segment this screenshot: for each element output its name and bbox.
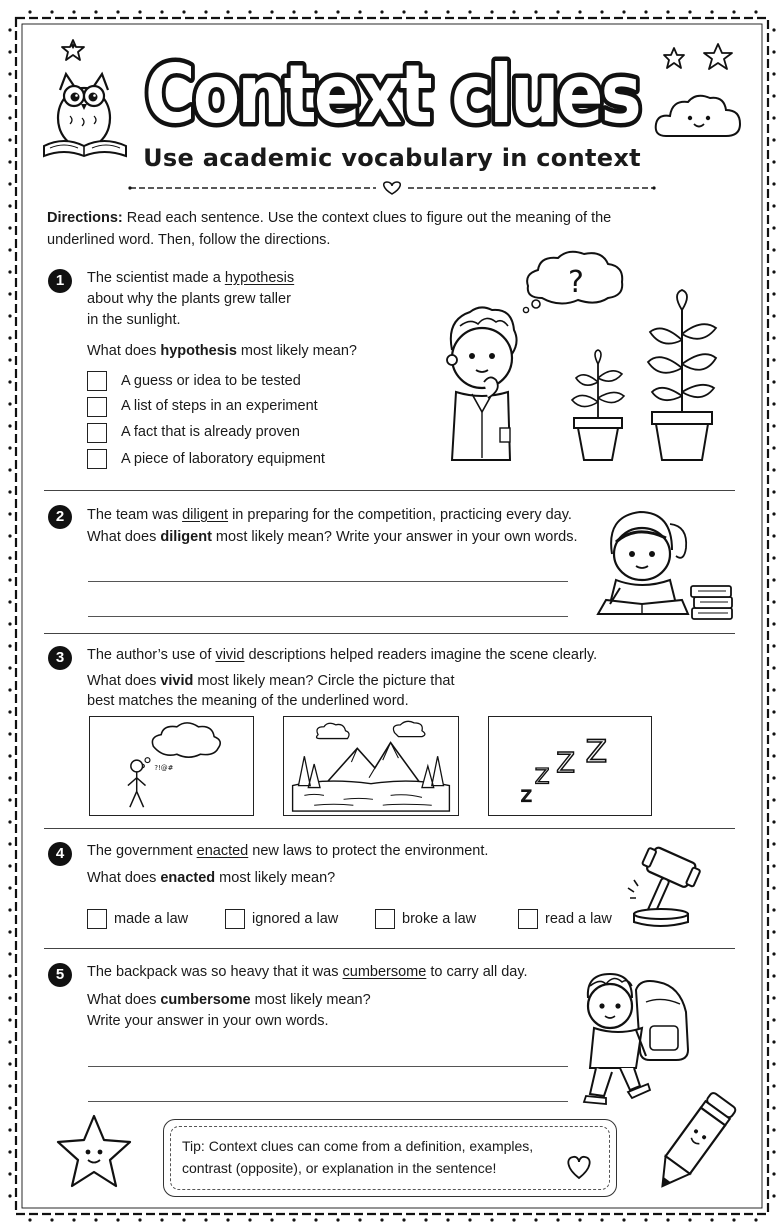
border-dot [292,10,295,13]
border-dot [772,116,775,119]
q5-sentence [87,962,528,984]
border-dot [8,270,11,273]
border-dot [8,534,11,537]
border-dot [772,446,775,449]
border-dot [8,842,11,845]
q3-ask-pre: What does [87,673,161,689]
border-dot [380,10,383,13]
directions-line2: underlined word. Then, follow the directions. [47,232,331,248]
border-dot [8,1172,11,1175]
page-subtitle: Use academic vocabulary in context [143,144,641,172]
border-dot [772,1062,775,1065]
tip-text [182,1135,533,1179]
zzz-1: Z [521,786,532,806]
border-dot [160,1218,163,1221]
stick-figure-icon [90,717,253,815]
border-dot [8,182,11,185]
title-text: Context clues [145,48,639,141]
q1-sentence-line1 [87,268,294,290]
border-dot [8,248,11,251]
border-dot [160,10,163,13]
q4-option-3-checkbox[interactable] [375,909,395,929]
border-dot [666,1218,669,1221]
border-dot [226,1218,229,1221]
border-dot [772,204,775,207]
border-dot [402,10,405,13]
q2-ask-pre: What does [87,529,161,545]
border-dot [8,886,11,889]
tip-box [163,1119,617,1197]
border-dot [336,10,339,13]
plant-pot-small-icon [568,348,628,462]
border-dot [8,1040,11,1043]
border-dot [28,1218,31,1221]
border-dot [772,1128,775,1131]
border-dot [772,490,775,493]
border-dot [490,10,493,13]
border-dot [772,1194,775,1197]
border-dot [688,10,691,13]
q3-sentence [87,645,597,667]
border-dot [8,424,11,427]
border-dot [8,1084,11,1087]
q5-ask-pre: What does [87,992,161,1008]
border-dot [666,10,669,13]
border-dot [116,10,119,13]
border-dot [226,10,229,13]
q4-option-1-label: made a law [114,911,189,927]
q3-picture-option-1[interactable] [89,716,254,816]
smiling-star-icon [52,1112,136,1192]
q3-underlined-word: vivid [215,647,245,663]
q1-option-2-checkbox[interactable] [87,397,107,417]
border-dot [8,798,11,801]
question-number-3: 3 [48,646,72,670]
border-dot [314,1218,317,1221]
border-dot [772,1018,775,1021]
q4-ask-pre: What does [87,870,161,886]
border-dot [512,1218,515,1221]
border-dot [380,1218,383,1221]
border-dot [772,776,775,779]
border-dot [182,1218,185,1221]
border-dot [772,600,775,603]
border-dot [8,72,11,75]
q3-s-pre: The author’s use of [87,647,216,663]
border-dot [314,10,317,13]
border-dot [94,10,97,13]
directions-label: Directions: [47,210,123,226]
section-divider [44,948,735,949]
q4-question [87,868,335,890]
border-dot [8,226,11,229]
q5-ask-post: most likely mean? [250,992,371,1008]
border-dot [8,996,11,999]
border-dot [772,908,775,911]
border-dot [772,732,775,735]
q5-answer-line-1[interactable] [88,1066,568,1067]
border-dot [772,622,775,625]
border-dot [512,10,515,13]
border-dot [8,864,11,867]
border-dot [772,50,775,53]
border-dot [8,556,11,559]
border-dot [446,10,449,13]
border-dot [622,10,625,13]
q4-ask-post: most likely mean? [215,870,336,886]
landscape-icon [284,717,458,815]
border-dot [600,1218,603,1221]
q5-answer-line-2[interactable] [88,1101,568,1102]
q3-s-post: descriptions helped readers imagine the scene clearly. [244,647,598,663]
border-dot [772,402,775,405]
border-dot [402,1218,405,1221]
border-dot [8,336,11,339]
border-dot [772,556,775,559]
q1-sentence-line3: in the sunlight. [87,312,181,328]
q1-ask-word: hypothesis [160,343,237,359]
border-dot [8,710,11,713]
border-dot [270,1218,273,1221]
border-dot [8,1062,11,1065]
border-dot [248,10,251,13]
border-dot [8,974,11,977]
border-dot [772,468,775,471]
directions [47,207,747,251]
writing-girl-icon [596,504,692,620]
q2-question [87,527,578,549]
sleep-zzz-icon [489,717,651,815]
border-dot [8,930,11,933]
border-dot [772,798,775,801]
border-dot [8,644,11,647]
border-dot [248,1218,251,1221]
border-dot [8,446,11,449]
plant-pot-tall-icon [644,288,720,462]
thought-bubble-icon [512,246,632,314]
q5-s-post: to carry all day. [426,964,528,980]
border-dot [710,1218,713,1221]
border-dot [138,1218,141,1221]
border-dot [424,1218,427,1221]
question-number-4: 4 [48,842,72,866]
stars-icon [662,42,738,76]
q1-sentence-line2: about why the plants grew taller [87,291,291,307]
q4-option-1-checkbox[interactable] [87,909,107,929]
border-dot [8,666,11,669]
q4-s-post: new laws to protect the environment. [248,843,489,859]
q2-answer-line-1[interactable] [88,581,568,582]
q1-option-4-checkbox[interactable] [87,449,107,469]
border-dot [50,10,53,13]
question-number-2: 2 [48,505,72,529]
q4-s-pre: The government [87,843,197,859]
q3-ask-post: most likely mean? Circle the picture that [193,673,455,689]
cloud-icon [652,90,744,144]
border-dot [772,1084,775,1087]
q1-option-2-label: A list of steps in an experiment [121,398,318,414]
tip-line2: contrast (opposite), or explanation in the sentence! [182,1160,497,1176]
q2-underlined-word: diligent [182,507,229,523]
q3-picture-option-3[interactable] [488,716,652,816]
q1-question [87,341,357,363]
border-dot [8,1194,11,1197]
border-dot [446,1218,449,1221]
q3-question-line2: best matches the meaning of the underlined word. [87,693,409,709]
heart-divider [126,180,658,196]
zzz-2: Z [534,764,550,790]
border-dot [644,10,647,13]
border-dot [182,10,185,13]
tip-line1: Tip: Context clues can come from a definition, examples, [182,1138,534,1154]
border-dot [772,534,775,537]
border-dot [772,644,775,647]
stick-figure-mutter: ?!@# [154,763,174,772]
border-dot [578,10,581,13]
border-dot [138,10,141,13]
border-dot [772,842,775,845]
border-dot [772,666,775,669]
q1-option-4-label: A piece of laboratory equipment [121,451,325,467]
border-dot [116,1218,119,1221]
border-dot [8,1018,11,1021]
q2-s-post: in preparing for the competition, practicing every day. [228,507,572,523]
border-dot [754,1218,757,1221]
border-dot [8,688,11,691]
q1-s1-pre: The scientist made a [87,270,225,286]
books-icon [688,580,736,622]
border-dot [772,380,775,383]
border-dot [772,248,775,251]
border-dot [8,204,11,207]
border-dot [772,72,775,75]
border-dot [772,314,775,317]
q4-option-3-label: broke a law [402,911,477,927]
border-dot [8,94,11,97]
q1-ask-post: most likely mean? [236,343,357,359]
border-dot [8,138,11,141]
q3-question [87,671,455,693]
border-dot [8,468,11,471]
border-dot [534,1218,537,1221]
border-dot [72,1218,75,1221]
question-number-1: 1 [48,269,72,293]
q4-option-4-checkbox[interactable] [518,909,538,929]
border-dot [8,512,11,515]
border-dot [772,1106,775,1109]
q1-option-1-label: A guess or idea to be tested [121,373,301,389]
q5-ask-word: cumbersome [160,992,251,1008]
border-dot [772,930,775,933]
border-dot [754,10,757,13]
border-dot [8,314,11,317]
border-dot [8,820,11,823]
border-dot [358,1218,361,1221]
border-dot [772,952,775,955]
border-dot [8,1106,11,1109]
star-icon [60,38,86,62]
border-dot [8,578,11,581]
border-dot [336,1218,339,1221]
border-dot [8,116,11,119]
border-dot [8,292,11,295]
border-dot [534,10,537,13]
border-dot [204,10,207,13]
pencil-icon [648,1092,738,1196]
border-dot [772,28,775,31]
q2-s-pre: The team was [87,507,183,523]
border-dot [8,490,11,493]
border-dot [772,138,775,141]
border-dot [772,1040,775,1043]
border-dot [710,10,713,13]
border-dot [50,1218,53,1221]
q5-question [87,990,371,1012]
q2-sentence [87,505,572,527]
heart-icon [564,1154,594,1180]
q4-underlined-word: enacted [196,843,249,859]
thought-question-mark: ? [568,265,584,300]
q3-picture-option-2[interactable] [283,716,459,816]
border-dot [8,754,11,757]
q2-ask-post: most likely mean? Write your answer in your own words. [211,529,578,545]
q1-underlined-word: hypothesis [224,270,295,286]
q4-option-2-label: ignored a law [252,911,339,927]
border-dot [8,732,11,735]
border-dot [622,1218,625,1221]
border-dot [8,776,11,779]
border-dot [772,688,775,691]
section-divider [44,633,735,634]
border-dot [772,710,775,713]
border-dot [556,10,559,13]
q4-sentence [87,841,488,863]
border-dot [204,1218,207,1221]
zzz-3: Z [556,747,576,779]
q2-ask-word: diligent [160,529,212,545]
q4-option-4-label: read a law [545,911,612,927]
border-dot [468,1218,471,1221]
border-dot [8,908,11,911]
border-dot [732,1218,735,1221]
border-dot [772,1172,775,1175]
border-dot [578,1218,581,1221]
border-dot [424,10,427,13]
border-dot [8,600,11,603]
border-dot [8,1150,11,1153]
border-dot [772,292,775,295]
q1-option-3-label: A fact that is already proven [121,424,300,440]
border-dot [468,10,471,13]
border-dot [94,1218,97,1221]
q4-ask-word: enacted [160,870,216,886]
q1-option-1-checkbox[interactable] [87,371,107,391]
border-dot [490,1218,493,1221]
q5-underlined-word: cumbersome [342,964,427,980]
border-dot [772,974,775,977]
border-dot [8,952,11,955]
border-dot [772,864,775,867]
border-dot [8,1128,11,1131]
border-dot [772,358,775,361]
gavel-icon [626,840,738,930]
border-dot [732,10,735,13]
border-dot [772,226,775,229]
border-dot [772,886,775,889]
border-dot [772,424,775,427]
q3-ask-word: vivid [160,673,194,689]
border-dot [358,10,361,13]
border-dot [772,996,775,999]
border-dot [8,50,11,53]
border-dot [688,1218,691,1221]
border-dot [772,182,775,185]
border-dot [72,10,75,13]
q2-answer-line-2[interactable] [88,616,568,617]
border-dot [772,270,775,273]
page-title [140,40,644,140]
q1-option-3-checkbox[interactable] [87,423,107,443]
border-dot [28,10,31,13]
border-dot [8,380,11,383]
border-dot [772,1150,775,1153]
border-dot [772,512,775,515]
q1-ask-pre: What does [87,343,161,359]
border-dot [8,402,11,405]
directions-line1: Read each sentence. Use the context clues to figure out the meaning of the [122,210,612,226]
backpack-boy-icon [580,968,692,1110]
border-dot [772,820,775,823]
border-dot [270,10,273,13]
border-dot [772,94,775,97]
thinking-boy-icon [430,300,530,466]
zzz-4: Z [585,734,608,771]
border-dot [772,336,775,339]
section-divider [44,490,735,491]
border-dot [772,578,775,581]
border-dot [644,1218,647,1221]
q5-question-line2: Write your answer in your own words. [87,1013,329,1029]
section-divider [44,828,735,829]
border-dot [8,358,11,361]
border-dot [772,754,775,757]
border-dot [8,28,11,31]
border-dot [556,1218,559,1221]
question-number-5: 5 [48,963,72,987]
border-dot [600,10,603,13]
border-dot [292,1218,295,1221]
q4-option-2-checkbox[interactable] [225,909,245,929]
q5-s-pre: The backpack was so heavy that it was [87,964,343,980]
border-dot [8,622,11,625]
